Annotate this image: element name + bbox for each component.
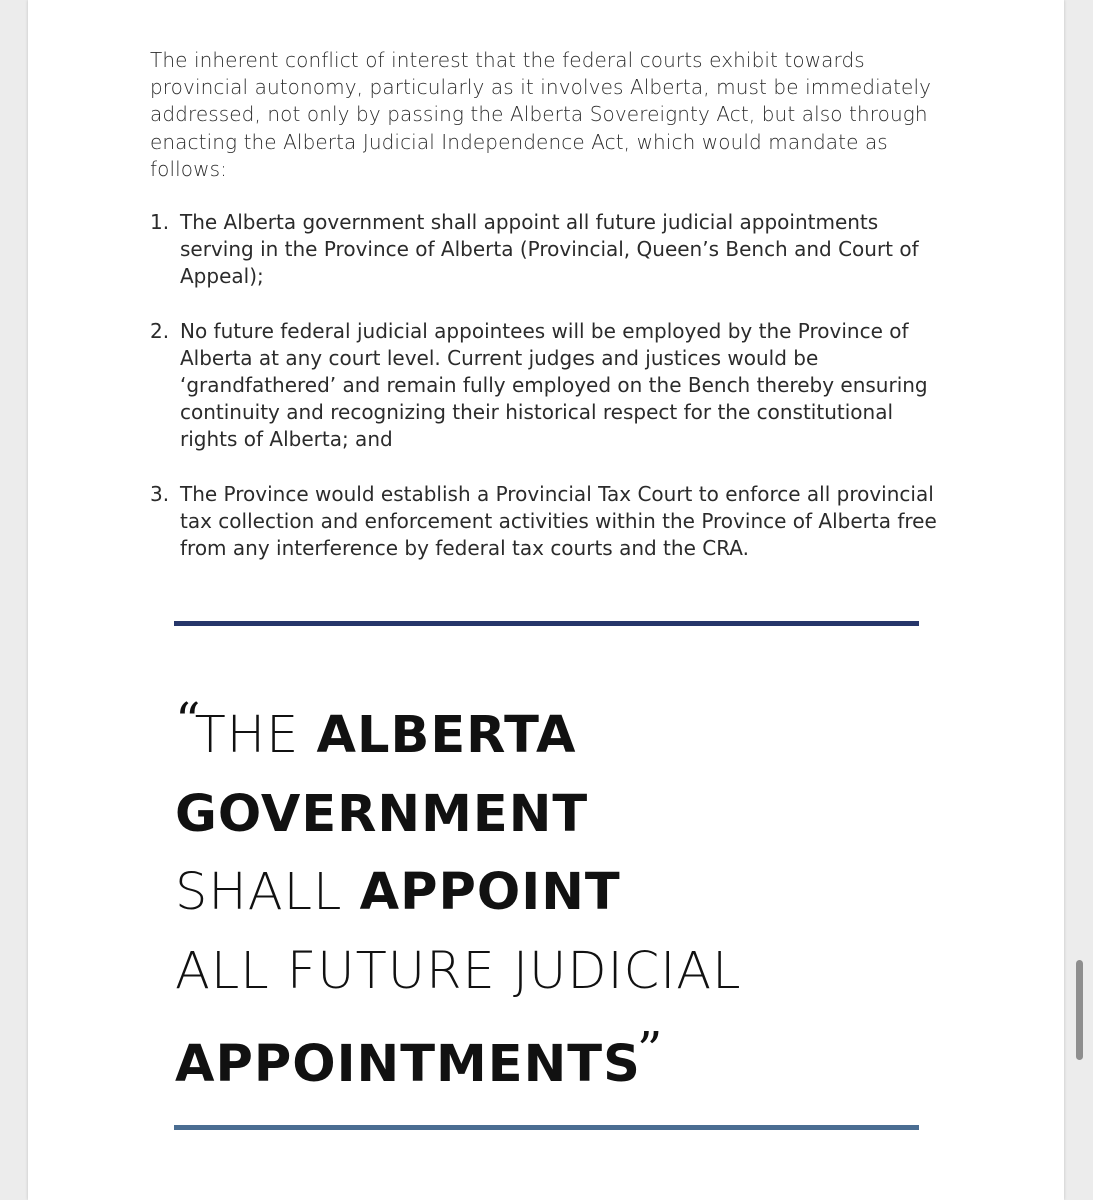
intro-paragraph: The inherent conflict of interest that the federal courts exhibit towards provincial autonomy, particularly as it involves Alberta, must be immediately addressed, not only by passing the Alberta Sovereignty Act, but also through enacting the Alberta Judicial Independence Act, which would mandate as follows: (150, 48, 932, 181)
open-quote-mark: “ (175, 692, 201, 750)
mandate-number: 2. (150, 318, 170, 343)
mandate-text: The Province would establish a Provincial Tax Court to enforce all provincial tax collection and enforcement activities within the Province of Alberta free from any interference by federal tax courts and the CRA. (180, 481, 937, 561)
pull-quote-line-2: GOVERNMENT (175, 784, 589, 844)
mandate-item-1 (150, 209, 940, 291)
mandate-number: 3. (150, 481, 170, 506)
pull-quote-line-1: “THE ALBERTA (175, 692, 577, 765)
mandate-item-3 (150, 481, 940, 563)
pull-quote-line-4: ALL FUTURE JUDICIAL (175, 941, 742, 1001)
pull-quote (175, 682, 935, 1105)
mandate-list (150, 209, 940, 589)
close-quote-mark: ” (636, 1021, 663, 1079)
divider-top (174, 621, 919, 626)
mandate-item-2 (150, 318, 940, 454)
mandate-text: The Alberta government shall appoint all future judicial appointments serving in the Province of Alberta (Provincial, Queen’s Bench and Court of Appeal); (180, 210, 919, 289)
divider-bottom (174, 1125, 919, 1130)
vertical-scrollbar-thumb[interactable] (1076, 960, 1083, 1060)
mandate-number: 1. (150, 210, 170, 234)
pull-quote-line-5: APPOINTMENTS” (175, 1021, 663, 1094)
document-page (28, 0, 1064, 1200)
pull-quote-line-3: SHALL APPOINT (175, 863, 621, 922)
mandate-text: No future federal judicial appointees will be employed by the Province of Alberta at any court level. Current judges and justices would be ‘grandfathered’ and remain fully employed on the Bench thereby ensuring continuity and recognizing their historical respect for the constitutional rights of Alberta; and (180, 318, 928, 452)
